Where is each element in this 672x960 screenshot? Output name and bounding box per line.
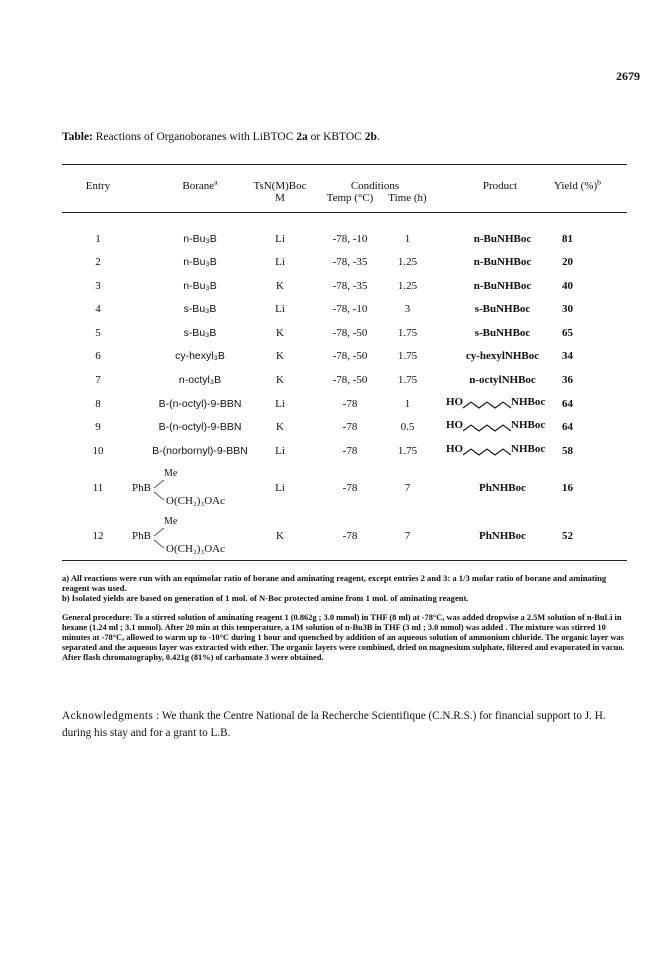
cell-entry: 6	[95, 350, 101, 362]
table-bottom-rule	[62, 560, 627, 561]
cell-m: K	[276, 374, 284, 386]
cell-entry: 11	[92, 482, 104, 494]
cell-time: 3	[404, 303, 411, 315]
cell-product: n-octylNHBoc	[469, 374, 536, 386]
cell-time: 0.5	[400, 421, 415, 433]
cell-temp: -78	[342, 530, 358, 542]
cell-product: s-BuNHBoc	[474, 327, 531, 339]
cell-borane: cy-hexyl₃B	[175, 350, 225, 362]
cell-product: PhNHBoc	[478, 530, 527, 542]
borane-bonds	[152, 524, 172, 554]
cell-yield: 52	[562, 530, 573, 542]
product-structure	[446, 398, 556, 412]
cell-yield: 64	[562, 398, 573, 410]
cell-temp: -78	[342, 421, 358, 433]
cell-temp: -78	[342, 445, 358, 457]
cell-time: 1.75	[397, 327, 418, 339]
header-time: Time (h)	[388, 192, 427, 204]
borane-structure	[132, 516, 242, 560]
product-structure	[446, 445, 556, 459]
cell-temp: -78	[342, 398, 358, 410]
product-chain-icon	[463, 398, 513, 412]
borane-phb: PhB	[132, 482, 151, 494]
cell-temp: -78, -50	[332, 327, 368, 339]
product-chain-icon	[463, 421, 513, 435]
cell-m: Li	[275, 256, 285, 268]
cell-time: 7	[404, 482, 411, 494]
cell-time: 7	[404, 530, 411, 542]
cell-yield: 30	[562, 303, 573, 315]
header-yield: Yield (%)$^b$	[554, 177, 601, 192]
table-header-rule	[62, 212, 627, 213]
cell-borane: n-octyl₃B	[178, 374, 222, 386]
cell-entry: 10	[92, 445, 104, 457]
cell-yield: 65	[562, 327, 573, 339]
borane-oac: O(CH₂)₃OAc	[166, 495, 225, 507]
cell-borane: n-Bu₃B	[183, 280, 217, 292]
caption-text: Reactions of Organoboranes with LiBTOC	[95, 131, 297, 143]
cell-time: 1.75	[397, 445, 418, 457]
cell-time: 1.75	[397, 350, 418, 362]
cell-yield: 34	[562, 350, 573, 362]
footnote-a: a) All reactions were run with an equimolar ratio of borane and aminating reagent, except entries 2 and 3: a 1/3 molar ratio of borane and aminating reagent was used.	[62, 573, 607, 593]
header-yield-sup: b	[597, 177, 601, 187]
cell-time: 1.25	[397, 280, 418, 292]
caption-text-mid: or KBTOC	[307, 131, 365, 143]
product-chain-icon	[463, 445, 513, 459]
cell-product: cy-hexylNHBoc	[465, 350, 540, 362]
cell-yield: 81	[562, 233, 573, 245]
cell-temp: -78, -10	[332, 303, 368, 315]
cell-entry: 4	[95, 303, 101, 315]
cell-temp: -78, -35	[332, 280, 368, 292]
cell-temp: -78, -35	[332, 256, 368, 268]
general-procedure	[62, 613, 628, 663]
cell-m: K	[276, 280, 284, 292]
cell-borane: B-(n-octyl)-9-BBN	[158, 421, 242, 433]
header-product: Product	[482, 180, 518, 192]
cell-m: Li	[275, 233, 285, 245]
cell-yield: 64	[562, 421, 573, 433]
header-entry: Entry	[85, 180, 111, 192]
borane-me: Me	[164, 516, 178, 527]
cell-m: K	[276, 350, 284, 362]
procedure-label: General procedure:	[62, 613, 133, 622]
cell-time: 1	[404, 398, 411, 410]
header-conditions: Conditions	[350, 180, 400, 192]
cell-time: 1	[404, 233, 411, 245]
procedure-text: To a stirred solution of aminating reagent 1 (0.862g ; 3.0 mmol) in THF (8 ml) at -78°C, was added dropwise a 2.5M solution of n-BuLi in hexane (1.24 ml ; 3.1 mmol). After 20 min at this temperature, a 1M solution of n-Bu3B in THF (3 ml ; 3.0 mmol) was added . The mixture was stirred 10 minutes at -78°C, allowed to warm up to -10°C during 1 hour and quenched by addition of an aqueous solution of ammonium chloride. The organic layer was separated and the aqueous layer was extracted with ether. The organic layers were combined, dried on magnesium sulphate, filtered and evaporated in vacuo. After flash chromatography, 0.421g (81%) of carbamate 3 were obtained.	[62, 613, 625, 662]
cell-temp: -78, -50	[332, 374, 368, 386]
borane-me: Me	[164, 468, 178, 479]
cell-entry: 7	[95, 374, 101, 386]
product-ho: HO	[446, 419, 464, 431]
product-nhboc: NHBoc	[511, 419, 546, 431]
cell-entry: 12	[92, 530, 104, 542]
cell-m: Li	[275, 445, 285, 457]
cell-yield: 58	[562, 445, 573, 457]
cell-m: Li	[275, 303, 285, 315]
acknowledgments-label: Acknowledgments	[62, 710, 154, 722]
cell-entry: 5	[95, 327, 101, 339]
cell-yield: 40	[562, 280, 573, 292]
cell-m: Li	[275, 482, 285, 494]
cell-product: n-BuNHBoc	[473, 233, 532, 245]
cell-product: n-BuNHBoc	[473, 280, 532, 292]
cell-m: Li	[275, 398, 285, 410]
cell-borane: n-Bu₃B	[183, 233, 217, 245]
product-nhboc: NHBoc	[511, 443, 546, 455]
cell-entry: 3	[95, 280, 101, 292]
caption-ref-a: 2a	[296, 131, 308, 143]
header-borane-sup: a	[214, 177, 218, 187]
caption-ref-b: 2b	[364, 131, 377, 143]
cell-yield: 16	[562, 482, 573, 494]
caption-label: Table:	[62, 131, 93, 143]
header-temp: Temp (°C)	[326, 192, 374, 204]
table-caption	[62, 131, 380, 143]
cell-temp: -78	[342, 482, 358, 494]
cell-m: K	[276, 327, 284, 339]
acknowledgments	[62, 708, 628, 742]
page-number: 2679	[616, 69, 640, 83]
table-top-rule	[62, 164, 627, 165]
cell-temp: -78, -50	[332, 350, 368, 362]
cell-product: PhNHBoc	[478, 482, 527, 494]
cell-borane: B-(n-octyl)-9-BBN	[158, 398, 242, 410]
cell-borane: B-(norbornyl)-9-BBN	[152, 445, 248, 457]
cell-entry: 8	[95, 398, 101, 410]
cell-borane: n-Bu₃B	[183, 256, 217, 268]
cell-time: 1.25	[397, 256, 418, 268]
cell-m: K	[276, 421, 284, 433]
footnote-b: b) Isolated yields are based on generation of 1 mol. of N-Boc protected amine from 1 mol. of aminating reagent.	[62, 593, 469, 603]
cell-time: 1.75	[397, 374, 418, 386]
acknowledgments-text: : We thank the Centre National de la Recherche Scientifique (C.N.R.S.) for financial support to J. H. during his stay and for a grant to L.B.	[62, 710, 606, 739]
cell-borane: s-Bu₃B	[183, 327, 217, 339]
product-ho: HO	[446, 396, 464, 408]
cell-yield: 36	[562, 374, 573, 386]
product-structure	[446, 421, 556, 435]
cell-product: n-BuNHBoc	[473, 256, 532, 268]
cell-borane: s-Bu₃B	[183, 303, 217, 315]
header-tsn: TsN(M)Boc M	[253, 180, 307, 204]
borane-phb: PhB	[132, 530, 151, 542]
cell-temp: -78, -10	[332, 233, 368, 245]
borane-oac: O(CH₂)₃OAc	[166, 543, 225, 555]
cell-product: s-BuNHBoc	[474, 303, 531, 315]
cell-entry: 9	[95, 421, 101, 433]
caption-text-end: .	[376, 131, 380, 143]
product-nhboc: NHBoc	[511, 396, 546, 408]
cell-yield: 20	[562, 256, 573, 268]
borane-bonds	[152, 476, 172, 506]
product-ho: HO	[446, 443, 464, 455]
header-borane: Borane$^a$	[182, 177, 218, 192]
cell-entry: 2	[95, 256, 101, 268]
borane-structure	[132, 468, 242, 512]
cell-entry: 1	[95, 233, 101, 245]
cell-m: K	[276, 530, 284, 542]
